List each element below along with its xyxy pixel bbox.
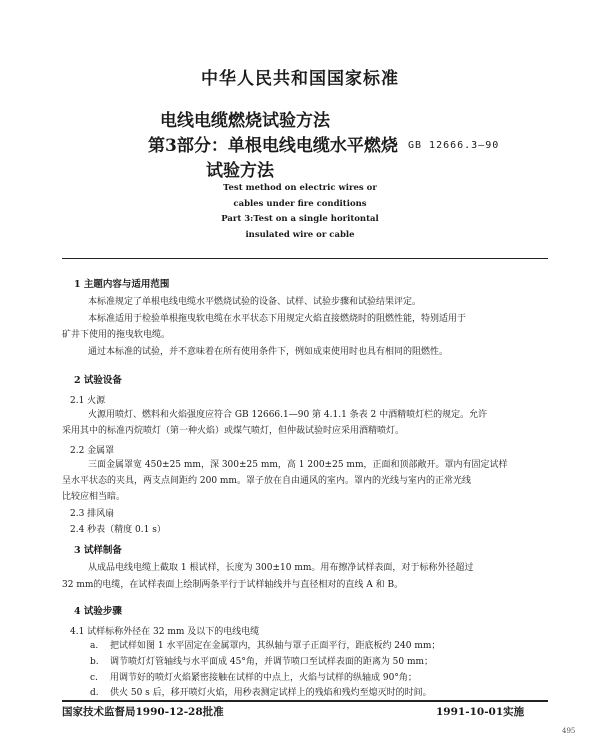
step-c-letter: c.	[90, 673, 98, 683]
item-4-1-label: 4.1 试样标称外径在 32 mm 及以下的电线电缆	[70, 627, 260, 637]
title-line-3: 试验方法	[206, 161, 274, 181]
step-d-letter: d.	[90, 688, 99, 698]
approval-date: 国家技术监督局1990-12-28批准	[62, 706, 224, 718]
item-2-2-line-3: 比较应相当暗。	[62, 492, 126, 502]
english-title-line-3: Part 3:Test on a single horitontal	[221, 214, 379, 224]
section-1-para-2-cont: 矿井下使用的拖曳软电缆。	[62, 330, 171, 340]
step-d-text: 供火 50 s 后，移开喷灯火焰，用秒表测定试样上的残焰和残灼至熄灭时的时间。	[110, 688, 432, 698]
section-1-para-2: 本标准适用于检验单根拖曳软电缆在水平状态下用规定火焰直接燃烧时的阻燃性能，特别适用于	[88, 314, 467, 324]
item-2-1-label: 2.1 火源	[70, 396, 106, 406]
section-2-heading: 2 试验设备	[74, 375, 122, 386]
title-line-2: 第3部分：单根电线电缆水平燃烧	[148, 136, 398, 156]
step-a-text: 把试样如图 1 水平固定在金属罩内，其纵轴与罩子正面平行，距底板约 240 mm；	[110, 641, 441, 651]
header-divider	[62, 258, 548, 259]
item-2-4-label: 2.4 秒表（精度 0.1 s）	[70, 525, 166, 535]
english-title-line-1: Test method on electric wires or	[223, 183, 377, 193]
english-title-line-2: cables under fire conditions	[233, 199, 367, 209]
item-2-2-line-1: 三面金属罩宽 450±25 mm，深 300±25 mm，高 1 200±25 mm，正面和顶部敞开。罩内有固定试样	[88, 460, 508, 470]
standard-number: GB 12666.3—90	[408, 140, 500, 151]
step-a-letter: a.	[90, 641, 99, 651]
national-standard-heading: 中华人民共和国国家标准	[201, 69, 399, 89]
item-2-1-line-1: 火源用喷灯、燃料和火焰强度应符合 GB 12666.1—90 第 4.1.1 条表 2 中酒精喷灯栏的规定。允许	[88, 410, 488, 420]
section-3-heading: 3 试样制备	[74, 545, 122, 556]
english-title-line-4: insulated wire or cable	[245, 230, 355, 240]
footer-divider	[62, 700, 548, 702]
item-2-2-line-2: 呈水平状态的夹具，两支点间距约 200 mm。罩子放在自由通风的室内。罩内的光线与室内的正常光线	[62, 476, 471, 486]
item-2-2-label: 2.2 金属罩	[70, 446, 115, 456]
section-1-para-3: 通过本标准的试验，并不意味着在所有使用条件下，例如成束使用时也具有相同的阻燃性。	[88, 347, 449, 357]
section-3-para-1-cont: 32 mm的电缆，在试样表面上绘制两条平行于试样轴线并与直径相对的直线 A 和 B。	[62, 580, 404, 590]
section-4-heading: 4 试验步骤	[74, 606, 122, 617]
step-b-text: 调节喷灯灯管轴线与水平面成 45°角，并调节喷口至试样表面的距离为 50 mm；	[110, 657, 434, 667]
step-b-letter: b.	[90, 657, 99, 667]
page-number: 495	[562, 727, 576, 735]
section-3-para-1: 从成品电线电缆上截取 1 根试样，长度为 300±10 mm。用布擦净试样表面，对于标称外径超过	[88, 563, 474, 573]
section-1-heading: 1 主题内容与适用范围	[74, 279, 170, 290]
step-c-text: 用调节好的喷灯火焰紧密接触在试样的中点上，火焰与试样的纵轴成 90°角；	[110, 673, 417, 683]
item-2-1-line-2: 采用其中的标准丙烷喷灯（第一种火焰）或煤气喷灯，但仲裁试验时应采用酒精喷灯。	[62, 426, 405, 436]
title-line-1: 电线电缆燃烧试验方法	[160, 111, 330, 131]
section-1-para-1: 本标准规定了单根电线电缆水平燃烧试验的设备、试样、试验步骤和试验结果评定。	[88, 297, 422, 307]
item-2-3-label: 2.3 排风扇	[70, 509, 115, 519]
implementation-date: 1991-10-01实施	[436, 706, 525, 718]
